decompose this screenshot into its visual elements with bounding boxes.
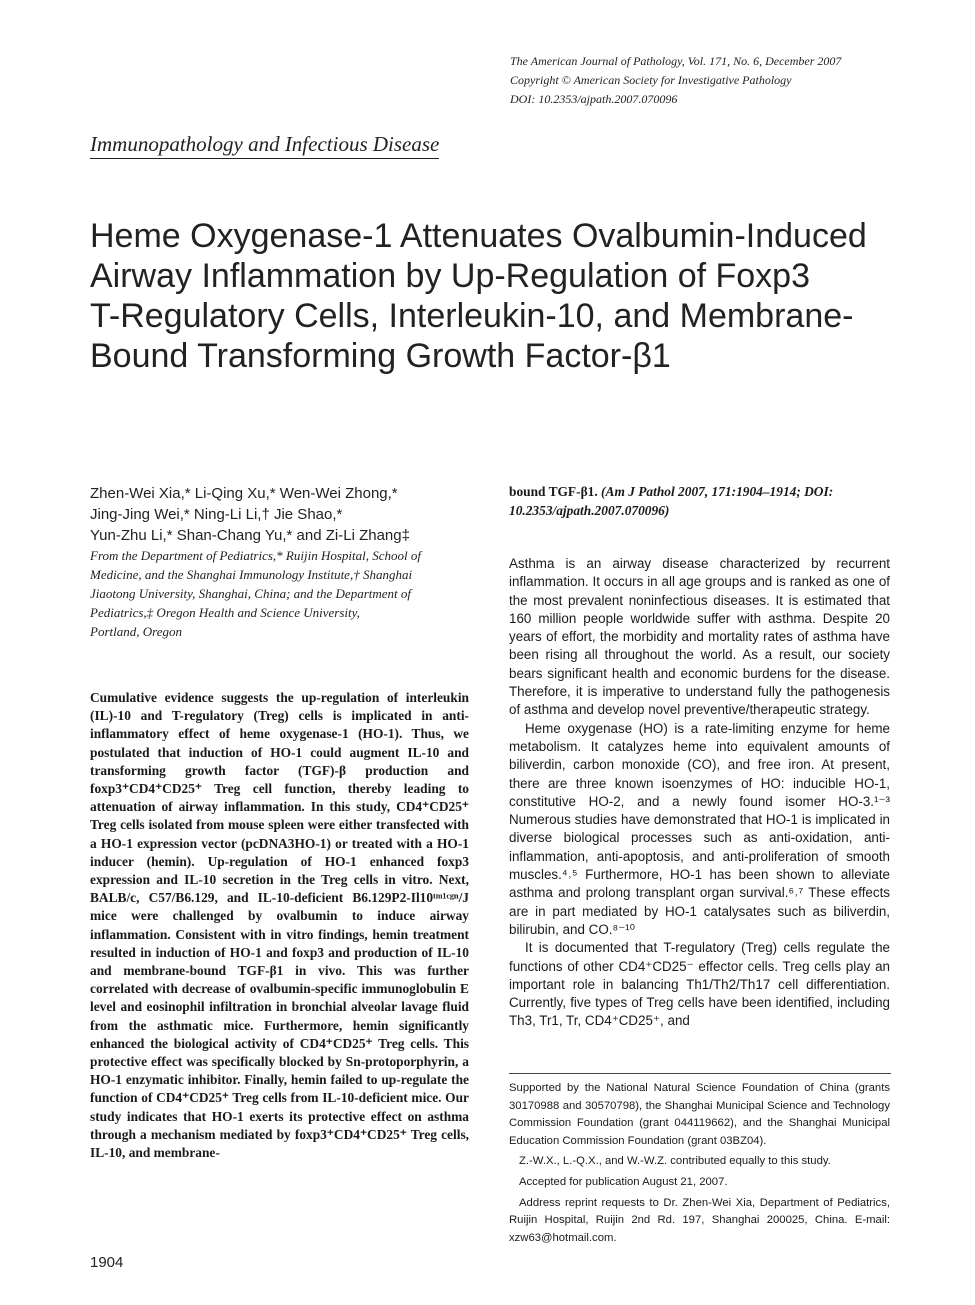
section-heading: Immunopathology and Infectious Disease <box>90 132 439 159</box>
journal-citation: The American Journal of Pathology, Vol. 171, No. 6, December 2007 <box>510 54 842 68</box>
footnote-contribution: Z.-W.X., L.-Q.X., and W.-W.Z. contributed equally to this study. <box>519 1155 831 1168</box>
body-paragraph: Asthma is an airway disease characterized by recurrent inflammation. It occurs in all age groups and is ranked as one of the most prevalent noninfectious diseases. It is estimated that 160 million people worldwide suffer with asthma. Despite 20 years of effort, the morbidity and mortality rates of asthma have been rising all throughout the world. As a result, our society bears significant health and economic burdens for the disease. Therefore, it is imperative to understand fully the pathogenesis of asthma and develop novel preventive/therapeutic strategy. <box>509 556 890 718</box>
affiliation-line: Medicine, and the Shanghai Immunology Institute,† Shanghai <box>90 567 413 582</box>
journal-copyright: Copyright © American Society for Investigative Pathology <box>510 73 792 87</box>
journal-info <box>510 52 910 109</box>
affiliation-line: Jiaotong University, Shanghai, China; and the Department of <box>90 586 411 601</box>
footnote-funding: Supported by the National Natural Science Foundation of China (grants 30170988 and 30570798), the Shanghai Municipal Science and Technology Commission Foundation (grant 044119662), and the Shanghai Municipal Education Commission Foundation (grant 03BZ04). <box>509 1082 890 1147</box>
article-title <box>90 216 920 376</box>
footnote-address: Address reprint requests to Dr. Zhen-Wei Xia, Department of Pediatrics, Ruijin Hospital, Ruijin 2nd Rd. 197, Shanghai 200025, China. E-mail: xzw63@hotmail.com. <box>509 1196 890 1244</box>
footnotes <box>509 1080 890 1250</box>
abstract-citation: (Am J Pathol 2007, 171:1904–1914; DOI: 10.2353/ajpath.2007.070096) <box>509 484 834 518</box>
author-line: Zhen-Wei Xia,* Li-Qing Xu,* Wen-Wei Zhong,* <box>90 485 398 502</box>
body-paragraph: Heme oxygenase (HO) is a rate-limiting enzyme for heme metabolism. It catalyzes heme into equivalent amounts of biliverdin, carbon monoxide (CO), and free iron. At present, there are three known isoenzymes of HO: inducible HO-1, constitutive HO-2, and a newly found isomer HO-3.¹⁻³ Numerous studies have demonstrated that HO-1 is implicated in diverse biological processes such as anti-oxidation, anti-inflammation, anti-apoptosis, and anti-proliferation of smooth muscles.⁴˒⁵ Furthermore, HO-1 has been shown to alleviate asthma and prolong transplant organ survival.⁶˒⁷ These effects are in part mediated by HO-1 catalysates such as biliverdin, bilirubin, and CO.⁸⁻¹⁰ <box>509 720 890 937</box>
body-paragraph: It is documented that T-regulatory (Treg) cells regulate the functions of other CD4⁺CD25⁻ effector cells. Treg cells play an important role in balancing Th1/Th2/Th17 cell differentiation. Currently, five types of Treg cells have been identified, including Th3, Tr1, Tr, CD4⁺CD25⁺, and <box>509 940 890 1029</box>
author-list <box>90 483 470 546</box>
footnote-divider <box>509 1073 891 1074</box>
title-line: T-Regulatory Cells, Interleukin-10, and Membrane- <box>90 297 854 335</box>
affiliations <box>90 546 470 641</box>
affiliation-line: From the Department of Pediatrics,* Ruijin Hospital, School of <box>90 548 421 563</box>
body-text <box>509 555 890 1031</box>
title-line: Bound Transforming Growth Factor-β1 <box>90 337 671 375</box>
page-number: 1904 <box>90 1254 124 1271</box>
journal-doi: DOI: 10.2353/ajpath.2007.070096 <box>510 92 678 106</box>
abstract-end-text: bound TGF-β1. <box>509 484 598 499</box>
abstract-continuation <box>509 482 890 520</box>
affiliation-line: Pediatrics,‡ Oregon Health and Science University, <box>90 605 360 620</box>
abstract-text: Cumulative evidence suggests the up-regulation of interleukin (IL)-10 and T-regulatory (Treg) cells is implicated in anti-inflammatory effect of heme oxygenase-1 (HO-1). Thus, we postulated that induction of HO-1 could augment IL-10 and transforming growth factor (TGF)-β production and foxp3⁺CD4⁺CD25⁺ Treg cell function, thereby leading to attenuation of airway inflammation. In this study, CD4⁺CD25⁺ Treg cells isolated from mouse spleen were either transfected with a HO-1 expression vector (pcDNA3HO-1) or treated with a HO-1 inducer (hemin). Up-regulation of HO-1 enhanced foxp3 expression and IL-10 secretion in the Treg cells in vitro. Next, BALB/c, C57/B6.129, and IL-10-deficient B6.129P2-Il10ᵗᵐ¹ᶜᵍⁿ/J mice were challenged by ovalbumin to induce airway inflammation. Consistent with in vitro findings, hemin treatment resulted in induction of HO-1 and foxp3 and production of IL-10 and membrane-bound TGF-β1 in vivo. This was further correlated with decrease of ovalbumin-specific immunoglobulin E level and eosinophil infiltration in bronchial alveolar lavage fluid from the asthmatic mice. Furthermore, hemin significantly enhanced the biological activity of CD4⁺CD25⁺ Treg cells. This protective effect was specifically blocked by Sn-protoporphyrin, a HO-1 enzymatic inhibitor. Finally, hemin failed to up-regulate the function of CD4⁺CD25⁺ Treg cells from IL-10-deficient mice. Our study indicates that HO-1 exerts its protective effect on asthma through a mechanism mediated by foxp3⁺CD4⁺CD25⁺ Treg cells, IL-10, and membrane- <box>90 690 469 1161</box>
author-line: Yun-Zhu Li,* Shan-Chang Yu,* and Zi-Li Zhang‡ <box>90 527 410 544</box>
author-line: Jing-Jing Wei,* Ning-Li Li,† Jie Shao,* <box>90 506 343 523</box>
title-line: Airway Inflammation by Up-Regulation of Foxp3 <box>90 257 810 295</box>
title-line: Heme Oxygenase-1 Attenuates Ovalbumin-Induced <box>90 217 867 255</box>
footnote-accepted: Accepted for publication August 21, 2007. <box>519 1175 728 1188</box>
affiliation-line: Portland, Oregon <box>90 624 182 639</box>
